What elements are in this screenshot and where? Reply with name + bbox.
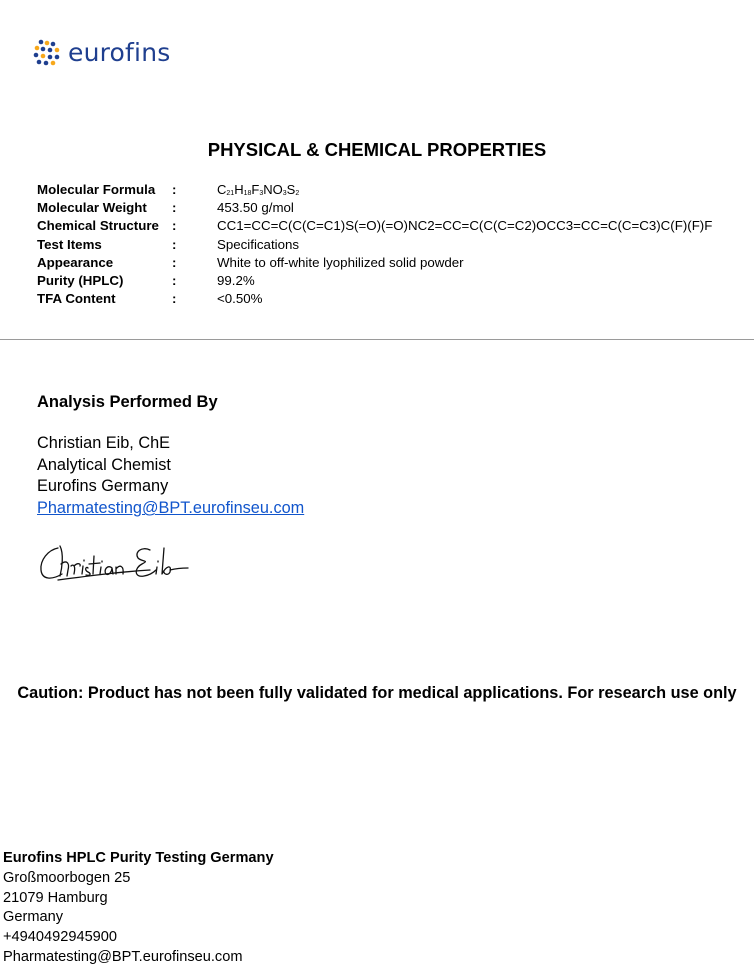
footer-org: Eurofins HPLC Purity Testing Germany [3, 850, 274, 866]
property-label: TFA Content [37, 291, 116, 307]
property-row [37, 254, 712, 272]
brand-name: eurofins [68, 38, 171, 67]
property-separator: : [172, 182, 177, 197]
property-separator: : [172, 254, 177, 270]
analyst-org: Eurofins Germany [37, 477, 169, 496]
footer-country: Germany [3, 909, 64, 926]
property-row [37, 181, 712, 199]
properties-table [37, 181, 712, 308]
footer-city: 21079 Hamburg [3, 889, 108, 906]
molecular-formula: $C_{21}H_{18}F_3NO_3S_2$ [217, 182, 300, 197]
property-separator: : [172, 218, 177, 234]
footer-phone: +4940492945900 [3, 929, 118, 946]
footer-street: Großmoorbogen 25 [3, 869, 131, 886]
property-label: Purity (HPLC) [37, 272, 124, 288]
property-row [37, 290, 712, 308]
eurofins-logo [33, 38, 170, 68]
footer-email: Pharmatesting@BPT.eurofinseu.com [3, 948, 243, 965]
property-label: Test Items [37, 236, 102, 252]
analysis-heading: Analysis Performed By [37, 393, 218, 411]
property-value: White to off-white lyophilized solid powder [217, 254, 464, 270]
eurofins-dots-icon [33, 39, 61, 67]
analyst-block [37, 433, 304, 520]
analyst-name: Christian Eib, ChE [37, 434, 171, 452]
property-separator: : [172, 236, 177, 252]
property-label: Molecular Formula [37, 182, 156, 197]
property-row [37, 199, 712, 217]
property-row [37, 236, 712, 254]
property-value: Specifications [217, 236, 300, 252]
property-separator: : [172, 200, 177, 216]
property-value: <0.50% [217, 291, 263, 307]
handwritten-signature-icon [38, 540, 190, 597]
property-label: Appearance [37, 254, 114, 270]
property-value: 99.2% [217, 272, 255, 288]
caution-notice: Caution: Product has not been fully validated for medical applications. For research use only [17, 684, 737, 702]
property-label: Molecular Weight [37, 200, 147, 216]
page-title: PHYSICAL & CHEMICAL PROPERTIES [207, 139, 547, 160]
property-label: Chemical Structure [37, 218, 159, 234]
analyst-role: Analytical Chemist [37, 455, 171, 474]
property-separator: : [172, 291, 177, 307]
property-value: CC1=CC=C(C(C=C1)S(=O)(=O)NC2=CC=C(C(C=C2)OCC3=CC=C(C=C3)C(F)(F)F [217, 218, 713, 234]
property-separator: : [172, 272, 177, 288]
section-divider [0, 339, 754, 340]
analyst-email-link[interactable]: Pharmatesting@BPT.eurofinseu.com [37, 499, 305, 518]
footer-address [3, 849, 274, 968]
property-value: 453.50 g/mol [217, 200, 294, 216]
property-row [37, 272, 712, 290]
property-row [37, 217, 712, 235]
